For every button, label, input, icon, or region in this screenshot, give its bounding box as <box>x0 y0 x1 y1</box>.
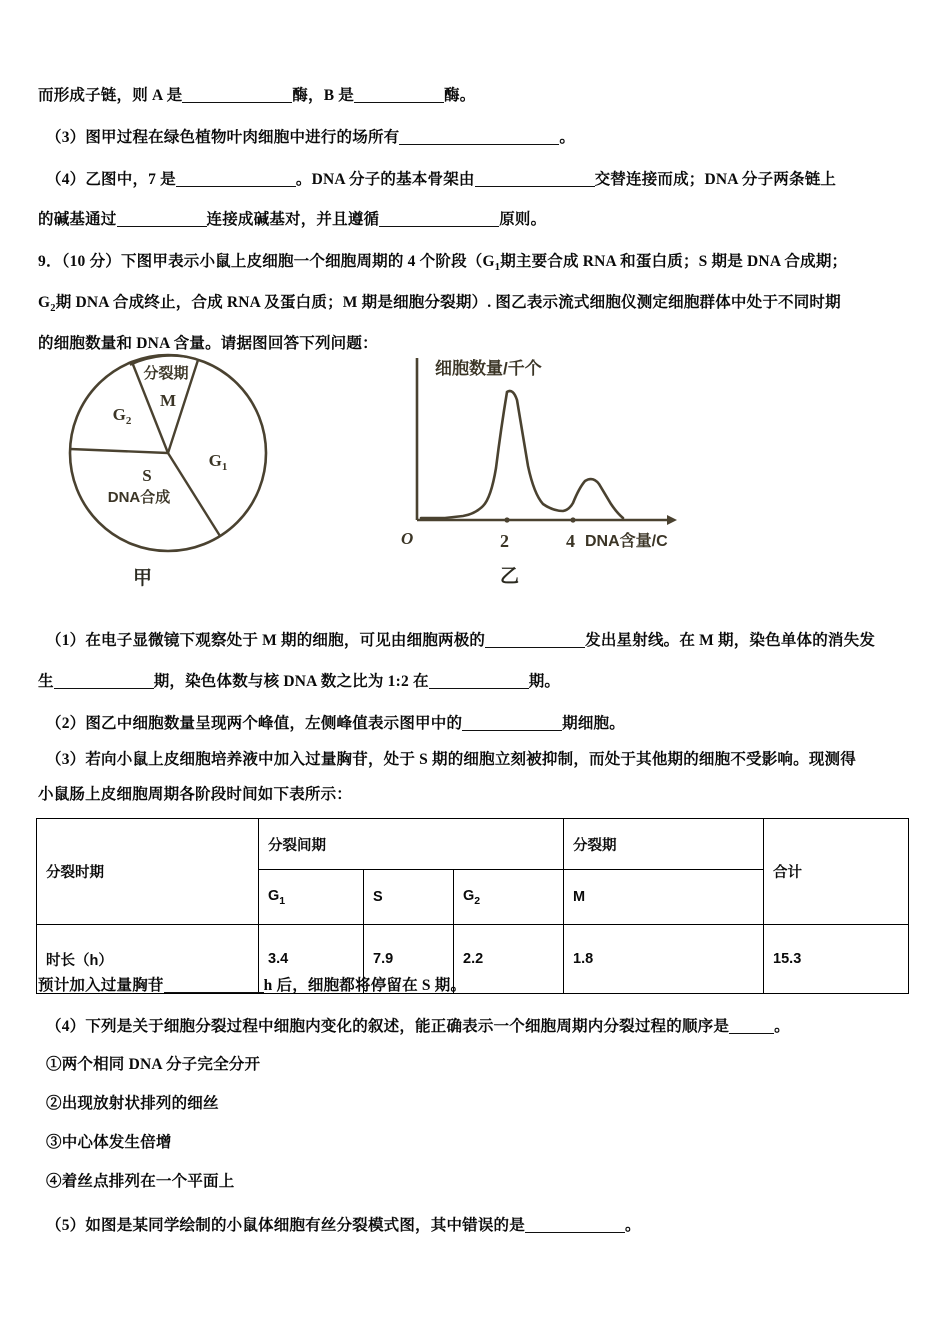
text-segment: 发出星射线。在 M 期，染色单体的消失发 <box>585 632 876 649</box>
text-segment: （1）在电子显微镜下观察处于 M 期的细胞，可见由细胞两极的 <box>46 632 486 649</box>
table-cell-row-label-duration: 时长（h） <box>37 925 259 994</box>
text-line-enzyme-fill <box>38 88 475 104</box>
text-segment: 小鼠肠上皮细胞周期各阶段时间如下表所示： <box>38 786 353 803</box>
table-cell-row-header-label: 分裂时期 <box>37 819 259 925</box>
option-3: ③中心体发生倍增 <box>46 1134 172 1151</box>
figures-row <box>0 348 950 598</box>
answer-blank[interactable] <box>117 213 207 227</box>
pie-chart-svg <box>60 348 290 558</box>
origin-label: O <box>401 529 414 548</box>
pie-label-m: M <box>159 391 177 410</box>
table-row-group-header <box>37 819 909 870</box>
x-axis-arrow <box>667 515 677 525</box>
table-cell-group-interphase: 分裂间期 <box>259 819 564 870</box>
text-segment: 原则。 <box>499 211 547 228</box>
text-segment: （3）若向小鼠上皮细胞培养液中加入过量胸苷，处于 S 期的细胞立刻被抑制，而处于其他期的细胞不受影响。现测得 <box>46 751 856 768</box>
subq-2-line <box>46 716 625 732</box>
text-segment: 期主要合成 RNA 和蛋白质；S 期是 DNA 合成期； <box>500 253 848 270</box>
option-2: ②出现放射状排列的细丝 <box>46 1095 219 1112</box>
subq-1-line1 <box>46 633 875 649</box>
pie-label-g1: $G_1$ <box>208 451 228 473</box>
text-segment: 的细胞数量和 DNA 含量。请据图回答下列问题： <box>38 335 378 352</box>
table-cell-total-header: 合计 <box>764 819 909 925</box>
answer-blank[interactable] <box>354 89 444 103</box>
text-segment: （5）如图是某同学绘制的小鼠体细胞有丝分裂模式图，其中错误的是 <box>46 1217 525 1234</box>
pie-label-division-phase: 分裂期 <box>143 365 189 382</box>
text-segment: 酶，B 是 <box>292 87 355 104</box>
subscript-2: 2 <box>50 303 56 315</box>
table-cell-subheader-g2: $G_2$ <box>454 870 564 925</box>
answer-blank[interactable] <box>462 717 562 731</box>
table-cell-value-s: 7.9 <box>364 925 454 994</box>
table-cell-group-mitosis: 分裂期 <box>564 819 764 870</box>
text-segment: 酶。 <box>444 87 476 104</box>
table-cell-value-total: 15.3 <box>764 925 909 994</box>
figure-jia-pie-chart <box>60 348 290 558</box>
text-segment: 连接成碱基对，并且遵循 <box>206 211 380 228</box>
text-line-q4 <box>46 172 836 188</box>
text-segment: （2）图乙中细胞数量呈现两个峰值，左侧峰值表示图甲中的 <box>46 715 463 732</box>
x-axis-label: DNA含量/C <box>585 533 668 550</box>
subq-1-line2 <box>38 674 560 690</box>
pie-label-g2: $G_2$ <box>112 405 132 427</box>
xtick-4 <box>570 517 575 522</box>
table-cell-subheader-s: S <box>364 870 454 925</box>
figure-caption-jia: 甲 <box>133 568 153 589</box>
answer-blank[interactable] <box>164 979 264 993</box>
answer-blank[interactable] <box>475 173 595 187</box>
answer-blank[interactable] <box>399 131 559 145</box>
text-line-q3 <box>46 130 575 146</box>
subq-4-line <box>46 1019 790 1035</box>
answer-blank[interactable] <box>485 634 585 648</box>
cell-cycle-duration-table <box>36 818 909 994</box>
answer-blank[interactable] <box>182 89 292 103</box>
cell-cycle-table-wrapper <box>36 818 908 994</box>
text-segment: （3）图甲过程在绿色植物叶肉细胞中进行的场所有 <box>46 129 400 146</box>
pie-label-s: S <box>142 466 152 485</box>
text-segment: 预计加入过量胸苷 <box>38 977 164 994</box>
text-segment: （4）乙图中，7 是 <box>46 171 176 188</box>
text-segment: 9．（10 分）下图甲表示小鼠上皮细胞一个细胞周期的 4 个阶段（G <box>38 253 495 270</box>
text-segment: 。 <box>774 1018 790 1035</box>
figure-caption-yi: 乙 <box>500 566 520 587</box>
text-segment: 生 <box>38 673 54 690</box>
text-segment: h 后，细胞都将停留在 S 期。 <box>263 977 467 994</box>
flow-cytometry-chart-svg <box>395 348 685 563</box>
subq-5-line <box>46 1218 641 1234</box>
text-segment: （4）下列是关于细胞分裂过程中细胞内变化的叙述，能正确表示一个细胞周期内分裂过程的顺序是 <box>46 1018 730 1035</box>
text-segment: 期细胞。 <box>562 715 625 732</box>
pie-label-dna-synthesis: DNA合成 <box>107 489 171 506</box>
text-segment: 期，染色体数与核 DNA 数之比为 1:2 在 <box>153 673 429 690</box>
subq-3-line1 <box>46 752 856 768</box>
figure-yi-line-graph <box>395 348 685 563</box>
text-segment: 。DNA 分子的基本骨架由 <box>295 171 475 188</box>
answer-blank[interactable] <box>729 1020 774 1034</box>
subq-3-prediction-line <box>38 978 466 994</box>
table-cell-subheader-g1: $G_1$ <box>259 870 364 925</box>
text-segment: 期 DNA 合成终止，合成 RNA 及蛋白质；M 期是细胞分裂期）. 图乙表示流式细胞仪测定细胞群体中处于不同时期 <box>55 294 841 311</box>
table-cell-value-m: 1.8 <box>564 925 764 994</box>
table-cell-value-g2: 2.2 <box>454 925 564 994</box>
text-segment: 。 <box>624 1217 641 1234</box>
xtick-2 <box>504 517 509 522</box>
cell-count-curve <box>421 391 623 518</box>
y-axis-label: 细胞数量/千个 <box>435 359 542 378</box>
xtick-label-4: 4 <box>566 531 575 551</box>
table-cell-subheader-m: M <box>564 870 764 925</box>
divider-s-g2 <box>70 449 168 453</box>
question-9-stem-line2 <box>38 295 841 315</box>
text-segment: 的碱基通过 <box>38 211 117 228</box>
text-segment: 。 <box>559 129 576 146</box>
option-4: ④着丝点排列在一个平面上 <box>46 1173 235 1190</box>
answer-blank[interactable] <box>176 173 296 187</box>
text-segment: 交替连接而成；DNA 分子两条链上 <box>594 171 837 188</box>
subq-3-line2 <box>38 787 352 803</box>
answer-blank[interactable] <box>525 1219 625 1233</box>
answer-blank[interactable] <box>429 675 529 689</box>
text-segment: G <box>38 294 51 311</box>
division-phase-arc <box>130 356 196 365</box>
xtick-label-2: 2 <box>500 531 509 551</box>
answer-blank[interactable] <box>54 675 154 689</box>
option-1: ①两个相同 DNA 分子完全分开 <box>46 1056 261 1073</box>
text-segment: 而形成子链，则 A 是 <box>38 87 183 104</box>
text-line-q4-cont <box>38 212 546 228</box>
subscript-1: 1 <box>494 262 501 274</box>
answer-blank[interactable] <box>379 213 499 227</box>
question-9-stem-line1 <box>38 254 847 274</box>
table-cell-value-g1: 3.4 <box>259 925 364 994</box>
text-segment: 期。 <box>528 673 561 690</box>
